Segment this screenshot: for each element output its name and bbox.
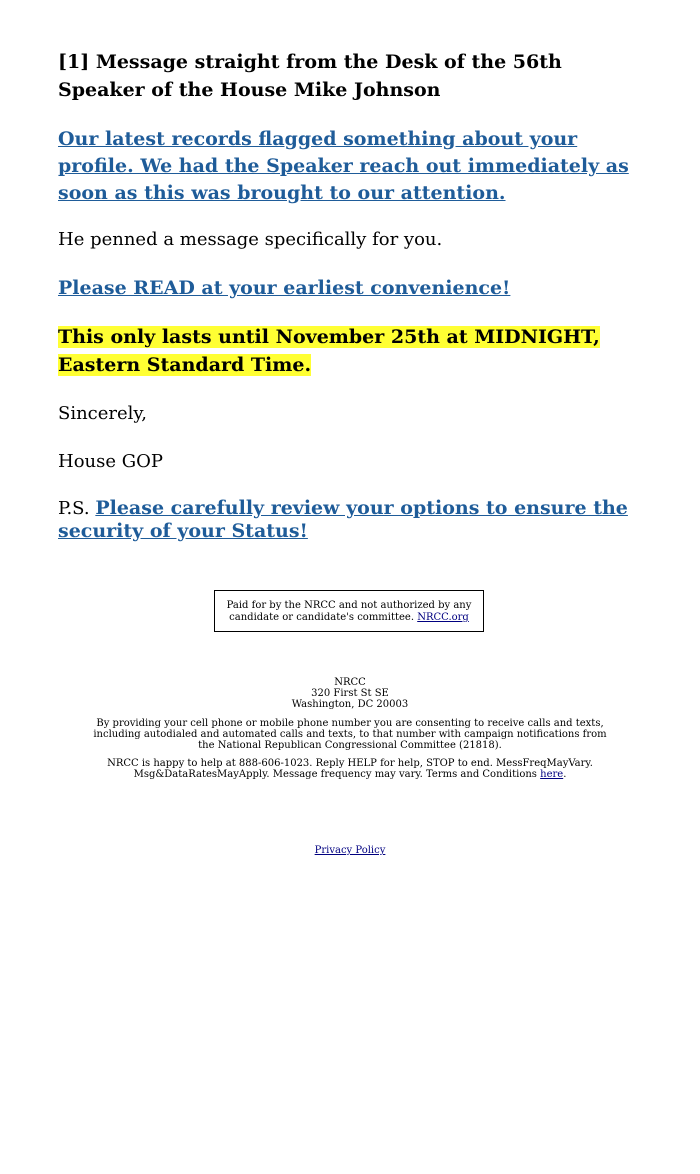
privacy-policy-link[interactable]: Privacy Policy <box>314 845 386 856</box>
disclaimer-text: Paid for by the NRCC and not authorized by any candidate or candidate's committee. <box>226 600 472 623</box>
mailing-address <box>90 677 610 710</box>
sms-consent-text: By providing your cell phone or mobile phone number you are consenting to receive calls and texts, including autodialed and automated calls and texts, to that number with campaign notifications from the National Republican Congressional Committee (21818). <box>93 718 607 751</box>
privacy-footer <box>90 845 610 856</box>
ps-prefix: P.S. <box>58 498 90 519</box>
signature-text: House GOP <box>58 451 163 472</box>
address-city: Washington, DC 20003 <box>291 699 409 710</box>
records-flagged-link[interactable]: Our latest records flagged something about your profile. We had the Speaker reach out immediately as soon as this was brought to our attention. <box>58 128 629 204</box>
deadline-notice <box>58 323 638 379</box>
help-message: NRCC is happy to help at 888-606-1023. Reply HELP for help, STOP to end. MessFreqMayVary. Msg&DataRatesMayApply. Message frequency may vary. Terms and Conditions <box>107 758 593 780</box>
read-now-link[interactable]: Please READ at your earliest convenience! <box>58 277 511 299</box>
deadline-highlight: This only lasts until November 25th at MIDNIGHT, Eastern Standard Time. <box>58 326 600 376</box>
terms-here-link[interactable]: here <box>540 769 564 780</box>
address-org: NRCC <box>334 677 366 688</box>
email-content <box>58 48 638 543</box>
nrcc-org-link[interactable]: NRCC.org <box>417 612 469 623</box>
address-street: 320 First St SE <box>311 688 389 699</box>
postscript <box>58 497 638 543</box>
review-options-link[interactable]: Please carefully review your options to ensure the security of your Status! <box>58 497 628 542</box>
help-text <box>90 758 610 780</box>
paid-for-disclaimer <box>214 590 484 632</box>
email-heading: [1] Message straight from the Desk of the 56th Speaker of the House Mike Johnson <box>58 51 562 101</box>
penned-message-text: He penned a message specifically for you. <box>58 229 443 250</box>
help-period: . <box>563 769 567 780</box>
closing-text: Sincerely, <box>58 403 147 424</box>
